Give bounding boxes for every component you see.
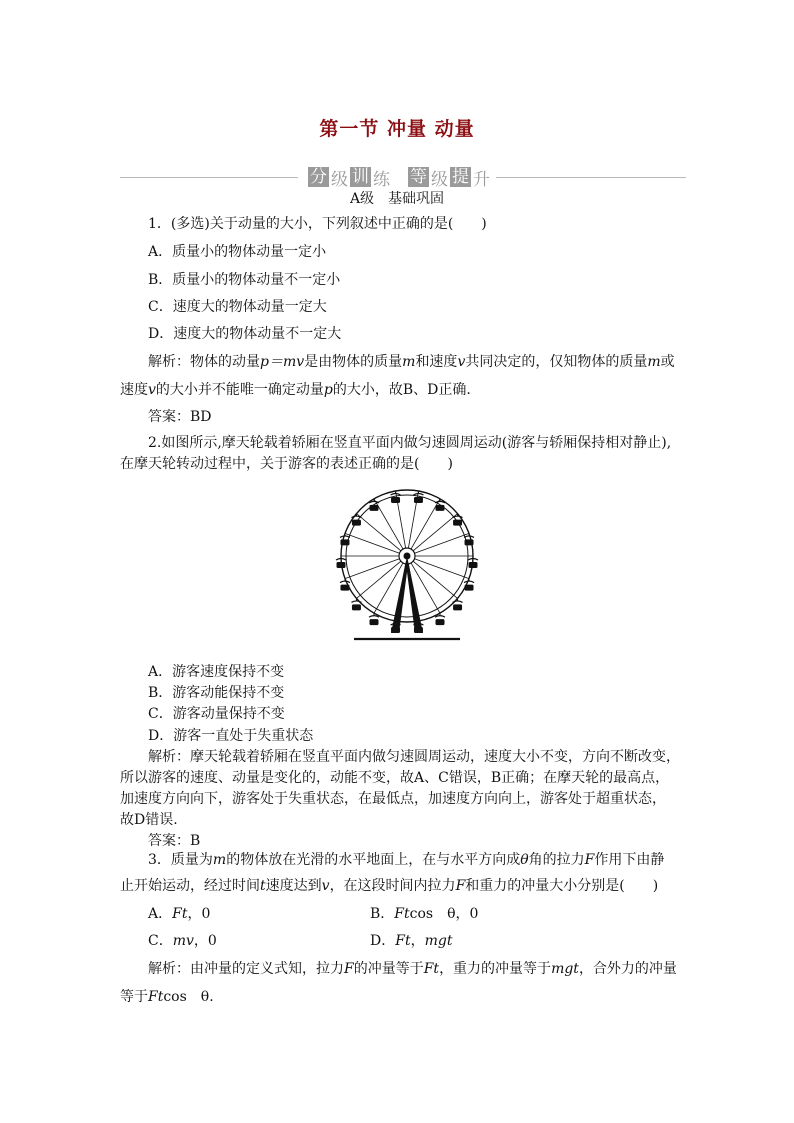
q2-stem-line1: 2.如图所示,摩天轮载着轿厢在竖直平面内做匀速圆周运动(游客与轿厢保持相对静止), xyxy=(148,435,672,451)
section-banner xyxy=(120,166,686,188)
cabin-icon xyxy=(340,579,350,591)
banner-char: 升 xyxy=(473,169,490,190)
q2-option-a: A．游客速度保持不变 xyxy=(148,664,285,680)
q3-explanation-line1: 解析：由冲量的定义式知，拉力F的冲量等于Ft，重力的冲量等于mgt，合外力的冲量 xyxy=(148,961,677,977)
cabin-icon xyxy=(453,514,463,526)
q1-stem: 1．(多选)关于动量的大小，下列叙述中正确的是( ) xyxy=(148,216,487,232)
ferris-wheel-figure xyxy=(326,480,488,652)
q2-explanation-line4: 故D错误. xyxy=(120,812,178,828)
banner-rule-right xyxy=(496,177,686,178)
q2-option-c: C．游客动量保持不变 xyxy=(148,706,285,722)
cabin-icon xyxy=(468,556,478,568)
q1-answer: 答案：BD xyxy=(148,409,212,425)
banner-text xyxy=(308,166,490,188)
q1-option-c: C．速度大的物体动量一定大 xyxy=(148,299,327,315)
banner-char: 级 xyxy=(331,169,348,190)
q2-explanation-line2: 所以游客的速度、动量是变化的，动能不变，故A、C错误，B正确；在摩天轮的最高点， xyxy=(120,770,670,786)
ferris-wheel-icon xyxy=(336,490,478,639)
q2-option-d: D．游客一直处于失重状态 xyxy=(148,728,314,744)
q3-stem-line1: 3．质量为m的物体放在光滑的水平地面上，在与水平方向成θ角的拉力F作用下由静 xyxy=(148,852,665,868)
q1-option-a: A．质量小的物体动量一定小 xyxy=(148,244,327,260)
banner-rule-left xyxy=(120,177,298,178)
banner-char: 等 xyxy=(410,167,427,187)
cabin-icon xyxy=(453,598,463,610)
q2-option-b: B．游客动能保持不变 xyxy=(148,685,285,701)
q3-option-c: C．mv，0 xyxy=(148,933,217,949)
q2-stem-line2: 在摩天轮转动过程中，关于游客的表述正确的是( ) xyxy=(120,456,453,472)
cabin-icon xyxy=(351,598,361,610)
banner-char: 提 xyxy=(452,167,469,187)
q1-explanation-line1: 解析：物体的动量p＝mv是由物体的质量m和速度v共同决定的，仅知物体的质量m或 xyxy=(148,354,675,370)
q1-option-b: B．质量小的物体动量不一定小 xyxy=(148,272,341,288)
cabin-icon xyxy=(351,514,361,526)
banner-char: 分 xyxy=(310,167,327,187)
q1-option-d: D．速度大的物体动量不一定大 xyxy=(148,326,342,342)
q1-explanation-line2: 速度v的大小并不能唯一确定动量p的大小，故B、D正确. xyxy=(120,382,471,398)
cabin-icon xyxy=(336,556,346,568)
banner-char: 训 xyxy=(352,167,369,187)
cabin-icon xyxy=(464,579,474,591)
level-heading: A级 基础巩固 xyxy=(349,191,445,207)
banner-char: 练 xyxy=(373,169,390,190)
q3-option-b: B．Ftcos θ，0 xyxy=(370,906,479,922)
q2-explanation-line1: 解析：摩天轮载着轿厢在竖直平面内做匀速圆周运动，速度大小不变，方向不断改变， xyxy=(148,749,680,765)
q2-answer: 答案：B xyxy=(148,833,201,849)
page-title: 第一节 冲量 动量 xyxy=(319,118,475,140)
banner-char: 级 xyxy=(431,169,448,190)
q3-option-a: A．Ft，0 xyxy=(148,906,211,922)
q3-stem-line2: 止开始运动，经过时间t速度达到v，在这段时间内拉力F和重力的冲量大小分别是( ) xyxy=(120,878,659,894)
q3-option-d: D．Ft，mgt xyxy=(370,933,453,949)
q3-explanation-line2: 等于Ftcos θ. xyxy=(120,989,214,1005)
q2-explanation-line3: 加速度方向向下，游客处于失重状态，在最低点，加速度方向向上，游客处于超重状态， xyxy=(120,791,666,807)
